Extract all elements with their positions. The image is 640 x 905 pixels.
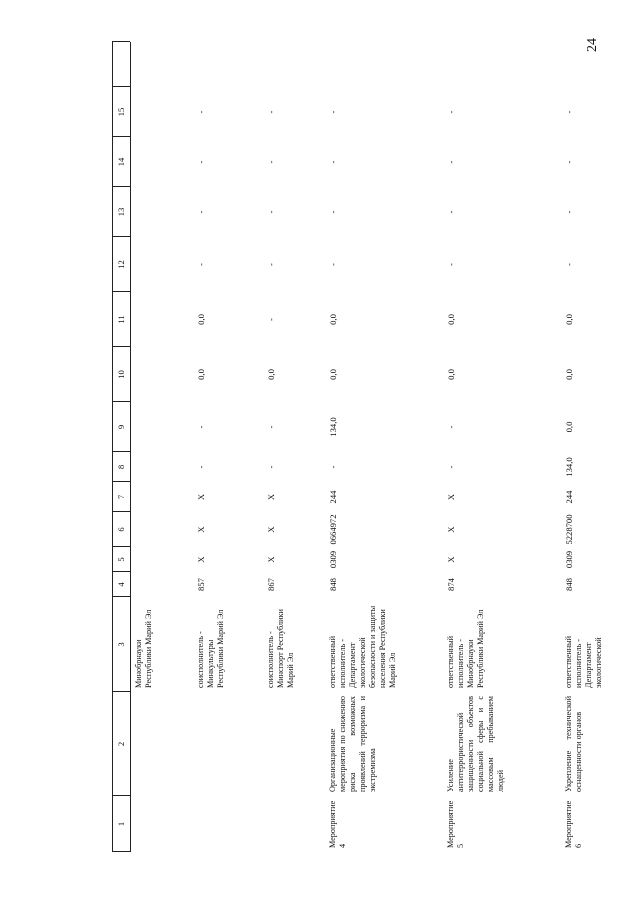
column-header-10: 10 [116,370,126,379]
row-3-value-6: Х [266,526,276,533]
row-3-value-13: - [266,210,276,214]
row-4-c3: ответственный исполнитель - Департамент экологической безопасности и защиты населения Республики Марий Эл [328,605,397,688]
row-4-value-12: - [328,263,338,266]
row-2-value-9: - [196,425,206,429]
row-4-c2: Организационные мероприятия по снижению риска возможных проявлений терроризма и экстремизма [328,696,377,792]
row-3-value-10: 0,0 [266,369,276,380]
row-5-c1: Мероприятие 5 [446,800,465,848]
column-header-7: 7 [116,494,126,500]
row-3-value-5: Х [266,556,276,563]
row-5-value-15: - [446,110,456,114]
row-2-value-4: 857 [196,578,206,591]
column-header-8: 8 [116,464,126,470]
row-3-value-9: - [266,425,276,429]
row-5-value-13: - [446,210,456,214]
column-header-6: 6 [116,527,126,532]
row-6-value-4: 848 [564,578,574,591]
column-header-15: 15 [116,107,126,117]
row-6-value-15: - [564,110,574,114]
row-3-value-15: - [266,110,276,114]
row-5-c2: Усиление антитеррористической защищенности объектов социальной сферы и с массовым пребыванием людей [446,696,505,792]
row-2-value-10: 0,0 [196,369,206,380]
row-5-value-10: 0,0 [446,369,456,380]
column-header-1: 1 [116,821,126,827]
row-5-value-9: - [446,425,456,429]
row-6-value-10: 0,0 [564,369,574,380]
row-5-value-12: - [446,263,456,266]
row-6-value-13: - [564,210,574,214]
column-header-5: 5 [116,557,126,562]
row-6-value-6: 5228700 [564,514,574,545]
row-2-value-8: - [196,465,206,469]
row-4-value-7: 244 [328,490,338,504]
row-5-value-5: Х [446,556,456,563]
row-4-value-6: 0664972 [328,514,338,545]
row-6-c3: ответственный исполнитель - Департамент экологической [564,635,603,688]
row-4-value-4: 848 [328,578,338,591]
row-1-c3: Минобрнауки Республики Марий Эл [134,609,153,688]
column-header-13: 13 [116,207,126,217]
row-2-c3: соисполнитель - Минкультуры Республики Марий Эл [196,609,225,688]
row-3-value-8: - [266,465,276,469]
row-5-value-11: 0,0 [446,314,456,325]
row-4-value-13: - [328,210,338,214]
column-header-4: 4 [116,582,126,587]
row-4-value-9: 134,0 [328,417,338,437]
row-6-c1: Мероприятие 6 [564,800,583,848]
row-4-value-8: - [328,465,338,469]
column-header-12: 12 [116,260,126,269]
row-3-value-12: - [266,263,276,266]
row-2-value-6: Х [196,526,206,533]
row-5-value-8: - [446,465,456,469]
row-3-value-14: - [266,160,276,164]
row-5-value-14: - [446,160,456,164]
row-2-value-14: - [196,160,206,164]
row-5-value-7: Х [446,493,456,501]
column-header-14: 14 [116,157,126,167]
row-5-value-6: Х [446,526,456,533]
row-3-value-11: - [266,318,276,321]
row-5-value-4: 874 [446,578,456,591]
row-6-value-14: - [564,160,574,164]
row-6-value-8: 134,0 [564,457,574,477]
row-2-value-11: 0,0 [196,314,206,325]
row-2-value-7: Х [196,493,206,501]
row-6-value-7: 244 [564,490,574,504]
row-3-value-4: 867 [266,578,276,591]
row-2-value-15: - [196,110,206,114]
row-5-c3: ответственный исполнитель - Минобрнауки Республики Марий Эл [446,609,485,688]
row-6-value-12: - [564,263,574,266]
column-header-11: 11 [116,315,126,324]
row-4-value-10: 0,0 [328,369,338,380]
row-2-value-5: Х [196,556,206,563]
column-header-3: 3 [116,642,126,647]
row-4-value-14: - [328,160,338,164]
row-4-value-15: - [328,110,338,114]
row-2-value-12: - [196,263,206,266]
row-6-c2: Укрепление технической оснащенности органов [564,696,583,792]
row-4-c1: Мероприятие 4 [328,800,347,848]
column-header-2: 2 [116,741,126,747]
row-6-value-5: 0309 [564,550,574,569]
column-header-9: 9 [116,424,126,430]
budget-table [112,42,632,852]
row-4-value-5: 0309 [328,550,338,569]
row-3-c3: соисполнитель - Минспорт Республики Марий Эл [266,609,295,688]
row-3-value-7: Х [266,493,276,501]
row-2-value-13: - [196,210,206,214]
row-6-value-9: 0,0 [564,421,574,433]
page-number: 24 [585,38,600,52]
row-4-value-11: 0,0 [328,314,338,325]
row-6-value-11: 0,0 [564,314,574,325]
